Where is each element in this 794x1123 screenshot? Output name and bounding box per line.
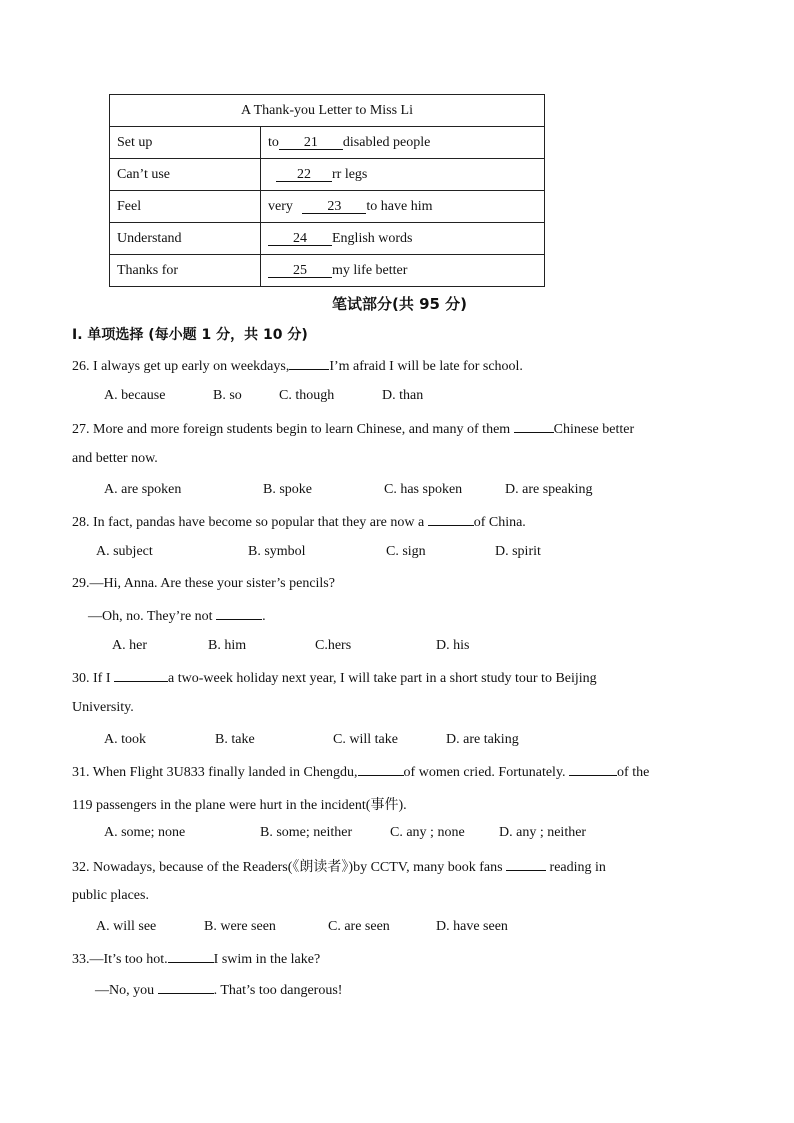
q26-option-d[interactable]: D. than bbox=[382, 388, 424, 403]
table-row bbox=[110, 223, 545, 255]
q32-option-a[interactable]: A. will see bbox=[96, 919, 157, 934]
q32-option-b[interactable]: B. were seen bbox=[204, 919, 276, 934]
question-32-cont: public places. bbox=[72, 888, 149, 903]
q30-option-a[interactable]: A. took bbox=[104, 732, 146, 747]
q31-text-c: of the bbox=[617, 765, 650, 780]
q28-option-c[interactable]: C. sign bbox=[386, 544, 426, 559]
q26-option-c[interactable]: C. though bbox=[279, 388, 335, 403]
blank-23: 23 bbox=[302, 200, 366, 214]
q31-text-a: 31. When Flight 3U833 finally landed in Chengdu, bbox=[72, 765, 358, 780]
q33-blank-2 bbox=[158, 981, 214, 994]
q31-option-b[interactable]: B. some; neither bbox=[260, 825, 353, 840]
q32-text-cjk: 《朗读者》 bbox=[292, 859, 349, 875]
question-27 bbox=[72, 420, 634, 438]
q33-text-b: I swim in the lake? bbox=[213, 952, 321, 967]
row-post-text: to have him bbox=[366, 198, 433, 214]
row-pre-text: very bbox=[268, 198, 297, 214]
q27-blank bbox=[514, 420, 554, 433]
q31-text-d: 119 passengers in the plane were hurt in the incident( bbox=[72, 798, 371, 813]
q27-text-b: Chinese better bbox=[553, 422, 635, 437]
q26-option-b[interactable]: B. so bbox=[213, 388, 242, 403]
table-row bbox=[110, 255, 545, 287]
table-row bbox=[110, 191, 545, 223]
section-title: 笔试部分(共 95 分) bbox=[332, 295, 468, 313]
row-label: Understand bbox=[110, 223, 261, 255]
q28-option-b[interactable]: B. symbol bbox=[248, 544, 306, 559]
question-33 bbox=[72, 950, 320, 968]
row-content bbox=[261, 255, 545, 287]
q30-text-a: 30. If I bbox=[72, 671, 114, 686]
q29-text-c: . bbox=[262, 609, 266, 624]
q27-option-c[interactable]: C. has spoken bbox=[384, 482, 463, 497]
row-post-text: my life better bbox=[332, 262, 408, 278]
blank-22: 22 bbox=[276, 168, 332, 182]
row-post-text: rr legs bbox=[332, 166, 368, 182]
q29-blank bbox=[216, 607, 262, 620]
question-31-cont bbox=[72, 794, 407, 814]
row-pre-text: to bbox=[268, 134, 279, 150]
q29-option-b[interactable]: B. him bbox=[208, 638, 247, 653]
question-31 bbox=[72, 763, 649, 781]
blank-24: 24 bbox=[268, 232, 332, 246]
q31-option-d[interactable]: D. any ; neither bbox=[499, 825, 587, 840]
question-29-reply bbox=[88, 607, 266, 625]
q32-text-c: reading in bbox=[546, 860, 606, 875]
row-label: Can’t use bbox=[110, 159, 261, 191]
q28-text-b: of China. bbox=[473, 515, 526, 530]
q33-text-c: —No, you bbox=[95, 983, 158, 998]
q28-text-a: 28. In fact, pandas have become so popular that they are now a bbox=[72, 515, 428, 530]
q26-blank bbox=[289, 357, 329, 370]
part-title: I. 单项选择 (每小题 1 分，共 10 分) bbox=[72, 327, 308, 343]
q29-text-b: —Oh, no. They’re not bbox=[88, 609, 217, 624]
row-label: Set up bbox=[110, 127, 261, 159]
blank-21: 21 bbox=[279, 136, 343, 150]
q29-option-d[interactable]: D. his bbox=[436, 638, 470, 653]
row-post-text: English words bbox=[332, 230, 413, 246]
q27-option-a[interactable]: A. are spoken bbox=[104, 482, 182, 497]
row-content bbox=[261, 127, 545, 159]
q30-text-b: a two-week holiday next year, I will take part in a short study tour to Beijing bbox=[168, 671, 597, 686]
q27-option-b[interactable]: B. spoke bbox=[263, 482, 312, 497]
q27-option-d[interactable]: D. are speaking bbox=[505, 482, 593, 497]
q28-blank bbox=[428, 513, 474, 526]
table-title: A Thank-you Letter to Miss Li bbox=[110, 95, 545, 127]
q29-option-a[interactable]: A. her bbox=[112, 638, 147, 653]
q27-text-a: 27. More and more foreign students begin to learn Chinese, and many of them bbox=[72, 422, 514, 437]
q30-blank bbox=[114, 669, 168, 682]
q32-option-c[interactable]: C. are seen bbox=[328, 919, 390, 934]
question-28 bbox=[72, 513, 526, 531]
question-26 bbox=[72, 357, 523, 375]
q32-text-a: 32. Nowadays, because of the Readers( bbox=[72, 860, 293, 875]
q33-blank-1 bbox=[168, 950, 214, 963]
q31-text-b: of women cried. Fortunately. bbox=[403, 765, 570, 780]
row-content bbox=[261, 159, 545, 191]
row-label: Thanks for bbox=[110, 255, 261, 287]
question-30 bbox=[72, 669, 597, 687]
q26-text-b: I’m afraid I will be late for school. bbox=[329, 359, 523, 374]
q30-option-b[interactable]: B. take bbox=[215, 732, 255, 747]
question-33-reply bbox=[95, 981, 342, 999]
row-content bbox=[261, 191, 545, 223]
q31-blank-2 bbox=[569, 763, 617, 776]
q31-text-cjk: 事件 bbox=[370, 797, 399, 813]
q32-option-d[interactable]: D. have seen bbox=[436, 919, 508, 934]
row-post-text: disabled people bbox=[342, 134, 431, 150]
q31-option-a[interactable]: A. some; none bbox=[104, 825, 186, 840]
question-32 bbox=[72, 856, 606, 876]
question-29: 29.—Hi, Anna. Are these your sister’s pencils? bbox=[72, 576, 335, 591]
q31-blank-1 bbox=[358, 763, 404, 776]
blank-25: 25 bbox=[268, 264, 332, 278]
row-label: Feel bbox=[110, 191, 261, 223]
q28-option-a[interactable]: A. subject bbox=[96, 544, 153, 559]
q30-option-d[interactable]: D. are taking bbox=[446, 732, 519, 747]
q26-option-a[interactable]: A. because bbox=[104, 388, 166, 403]
q33-text-d: . That’s too dangerous! bbox=[213, 983, 343, 998]
q32-text-b: )by CCTV, many book fans bbox=[348, 860, 507, 875]
q30-option-c[interactable]: C. will take bbox=[333, 732, 398, 747]
q32-blank bbox=[506, 858, 546, 871]
table-row bbox=[110, 159, 545, 191]
q28-option-d[interactable]: D. spirit bbox=[495, 544, 541, 559]
table-title-row bbox=[110, 95, 545, 127]
table-row bbox=[110, 127, 545, 159]
q31-option-c[interactable]: C. any ; none bbox=[390, 825, 465, 840]
q26-text-a: 26. I always get up early on weekdays, bbox=[72, 359, 290, 374]
q29-option-c[interactable]: C.hers bbox=[315, 638, 352, 653]
question-30-cont: University. bbox=[72, 700, 134, 715]
letter-table bbox=[109, 94, 545, 287]
question-27-cont: and better now. bbox=[72, 451, 158, 466]
q33-text-a: 33.—It’s too hot. bbox=[72, 952, 168, 967]
row-content bbox=[261, 223, 545, 255]
q31-text-e: ). bbox=[398, 798, 407, 813]
